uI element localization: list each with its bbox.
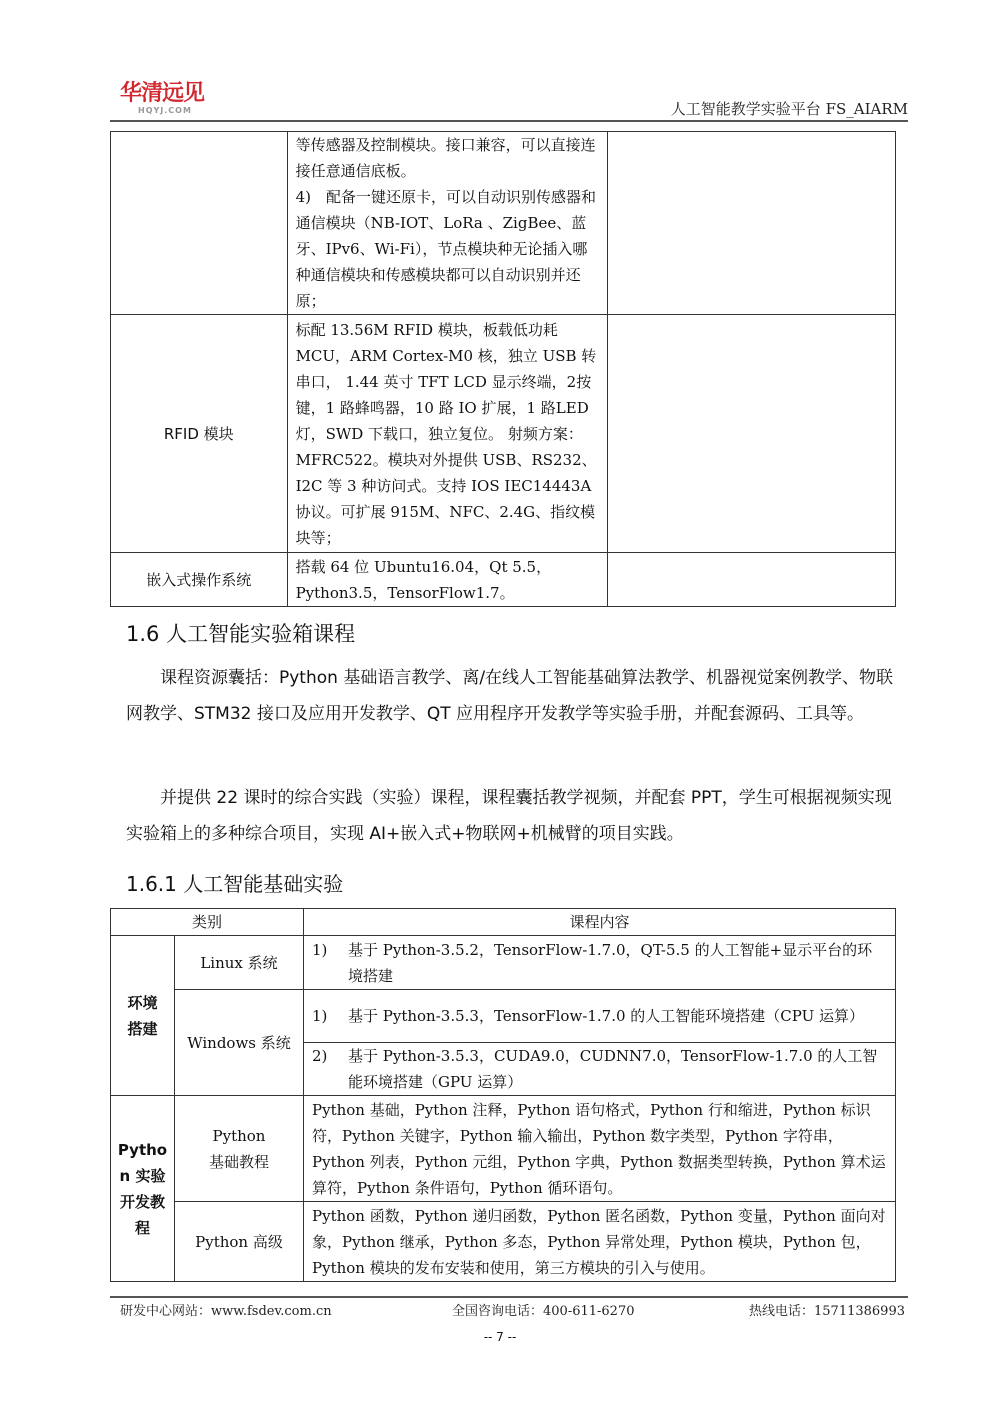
course-content (304, 936, 896, 990)
spec-table (110, 131, 896, 607)
company-logo (120, 82, 240, 118)
paragraph: 课程资源囊括：Python 基础语言教学、离/在线人工智能基础算法教学、机器视觉案例教学、物联网教学、STM32 接口及应用开发教学、QT 应用程序开发教学等实验手册，并配套源码、工具等。 (126, 668, 894, 724)
spec-extra (608, 315, 896, 553)
column-header-category: 类别 (111, 909, 304, 936)
course-item (312, 1043, 887, 1095)
course-content: Python 函数，Python 递归函数，Python 匿名函数，Python 变量，Python 面向对象，Python 继承，Python 多态，Python 异常处理，Python 模块，Python 包，Python 模块的发布安装和使用，第三方模块的引入与使用。 (304, 1202, 896, 1282)
group-name (111, 936, 175, 1096)
spec-name (111, 132, 288, 315)
table-row (111, 936, 896, 990)
logo-chinese-text: 华清远见 (120, 81, 205, 106)
subgroup-name: Python 高级 (175, 1202, 304, 1282)
logo-english-text: HQYJ.COM (138, 106, 192, 115)
item-number: 2) (312, 1047, 328, 1065)
course-content (304, 990, 896, 1043)
group-name-text: Python 实验开发教程 (117, 1140, 168, 1237)
spec-desc-text: 标配 13.56M RFID 模块，板载低功耗MCU，ARM Cortex-M0 核，独立 USB 转串口， 1.44 英寸 TFT LCD 显示终端，2按键，1 路蜂鸣器，10 路 IO 扩展，1 路LED 灯，SWD 下载口，独立复位。 射频方案：MFRC522。模块对外提供 USB、RS232、I2C 等 3 种访问式。支持 IOS IEC14443A 协议。可扩展 915M、NFC、2.4G、指纹模块等； (295, 320, 597, 547)
subgroup-name: Windows 系统 (175, 990, 304, 1096)
spec-name: 嵌入式操作系统 (111, 553, 288, 607)
header-title: 人工智能教学实验平台 FS_AIARM (670, 100, 908, 118)
table-row (111, 990, 896, 1043)
page-number: -- 7 -- (483, 1330, 517, 1344)
item-number: 1) (312, 940, 328, 959)
item-text: 基于 Python-3.5.3，TensorFlow-1.7.0 的人工智能环境搭建（CPU 运算） (348, 1007, 865, 1025)
spec-name: RFID 模块 (111, 315, 288, 553)
spec-extra (608, 553, 896, 607)
footer-consult-phone: 全国咨询电话：400-611-6270 (452, 1304, 635, 1319)
table-row (111, 132, 896, 315)
group-name (111, 1096, 175, 1282)
subgroup-name: Linux 系统 (175, 936, 304, 990)
spec-desc (287, 553, 608, 607)
footer-hotline: 热线电话：15711386993 (749, 1304, 905, 1319)
subsection-heading: 1.6.1 人工智能基础实验 (126, 872, 344, 896)
item-text: 基于 Python-3.5.3，CUDA9.0，CUDNN7.0，TensorFlow-1.7.0 的人工智能环境搭建（GPU 运算） (348, 1047, 878, 1091)
table-row (111, 1096, 896, 1202)
subgroup-name-text: Python 基础教程 (208, 1126, 269, 1171)
section-heading: 1.6 人工智能实验箱课程 (126, 622, 356, 646)
item-text: 基于 Python-3.5.2，TensorFlow-1.7.0，QT-5.5 的人工智能+显示平台的环境搭建 (348, 940, 873, 985)
spec-desc (287, 132, 608, 315)
course-item (312, 937, 887, 989)
table-row (111, 315, 896, 553)
spec-desc-text: 等传感器及控制模块。接口兼容，可以直接连接任意通信底板。 4) 配备一键还原卡，可以自动识别传感器和通信模块（NB-IOT、LoRa 、ZigBee、蓝牙、IPv6、Wi-Fi），节点模块种无论插入哪种通信模块和传感模块都可以自动识别并还原； (295, 136, 596, 310)
column-header-content: 课程内容 (304, 909, 896, 936)
footer-divider (110, 1296, 908, 1298)
item-number: 1) (312, 1007, 328, 1025)
paragraph: 并提供 22 课时的综合实践（实验）课程，课程囊括教学视频，并配套 PPT，学生可根据视频实现实验箱上的多种综合项目，实现 AI+嵌入式+物联网+机械臂的项目实践。 (126, 788, 892, 844)
table-row (111, 553, 896, 607)
spec-extra (608, 132, 896, 315)
course-content: Python 基础，Python 注释，Python 语句格式，Python 行和缩进，Python 标识符，Python 关键字，Python 输入输出，Python 数字类型，Python 字符串，Python 列表，Python 元组，Python 字典，Python 数据类型转换，Python 算术运算符，Python 条件语句，Python 循环语句。 (304, 1096, 896, 1202)
header-divider (110, 120, 908, 122)
spec-desc-text: 搭载 64 位 Ubuntu16.04，Qt 5.5，Python3.5，TensorFlow1.7。 (295, 557, 552, 602)
subgroup-name (175, 1096, 304, 1202)
course-table (110, 908, 896, 1282)
table-row (111, 1202, 896, 1282)
spec-desc (287, 315, 608, 553)
footer-website: 研发中心网站：www.fsdev.com.cn (120, 1304, 332, 1319)
table-header-row (111, 909, 896, 936)
group-name-text: 环境搭建 (127, 993, 158, 1038)
course-content (304, 1043, 896, 1096)
course-item (312, 1003, 887, 1029)
